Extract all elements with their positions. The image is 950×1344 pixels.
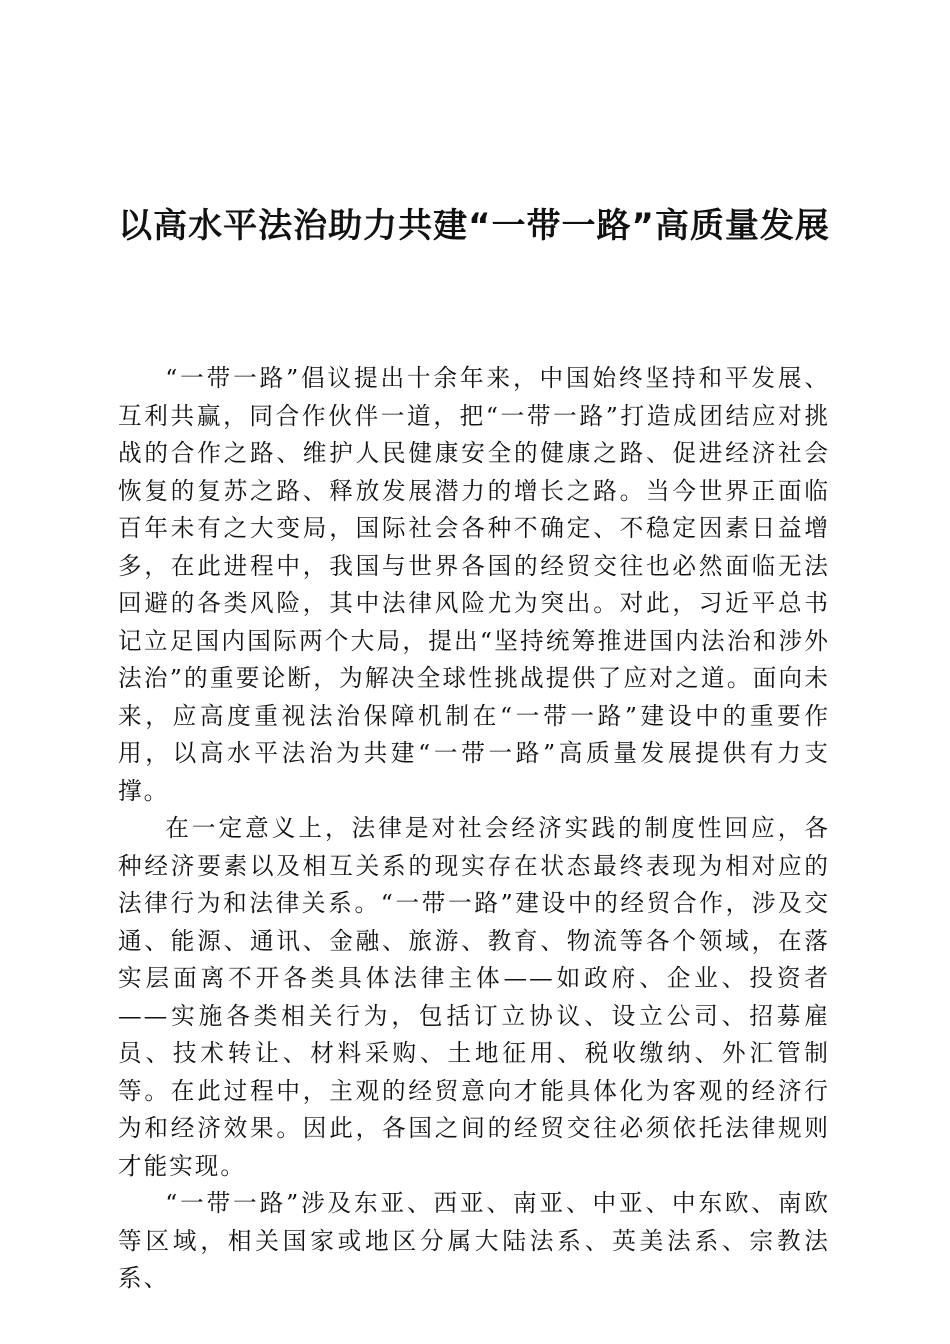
paragraph: “一带一路”倡议提出十余年来，中国始终坚持和平发展、互利共赢，同合作伙伴一道，把“一带一路”打造成团结应对挑战的合作之路、维护人民健康安全的健康之路、促进经济社会恢复的复苏之路、释放发展潜力的增长之路。当今世界正面临百年未有之大变局，国际社会各种不确定、不稳定因素日益增多，在此进程中，我国与世界各国的经贸交往也必然面临无法回避的各类风险，其中法律风险尤为突出。对此，习近平总书记立足国内国际两个大局，提出“坚持统筹推进国内法治和涉外法治”的重要论断，为解决全球性挑战提供了应对之道。面向未来，应高度重视法治保障机制在“一带一路”建设中的重要作用，以高水平法治为共建“一带一路”高质量发展提供有力支撑。 bbox=[118, 364, 830, 805]
document-body bbox=[118, 360, 830, 1298]
document-title: 以高水平法治助力共建“一带一路”高质量发展 bbox=[118, 206, 830, 246]
paragraph: “一带一路”涉及东亚、西亚、南亚、中亚、中东欧、南欧等区域，相关国家或地区分属大陆法系、英美法系、宗教法系、 bbox=[118, 1189, 830, 1292]
paragraph: 在一定意义上，法律是对社会经济实践的制度性回应，各种经济要素以及相互关系的现实存在状态最终表现为相对应的法律行为和法律关系。“一带一路”建设中的经贸合作，涉及交通、能源、通讯、金融、旅游、教育、物流等各个领域，在落实层面离不开各类具体法律主体——如政府、企业、投资者——实施各类相关行为，包括订立协议、设立公司、招募雇员、技术转让、材料采购、土地征用、税收缴纳、外汇管制等。在此过程中，主观的经贸意向才能具体化为客观的经济行为和经济效果。因此，各国之间的经贸交往必须依托法律规则才能实现。 bbox=[118, 814, 830, 1180]
